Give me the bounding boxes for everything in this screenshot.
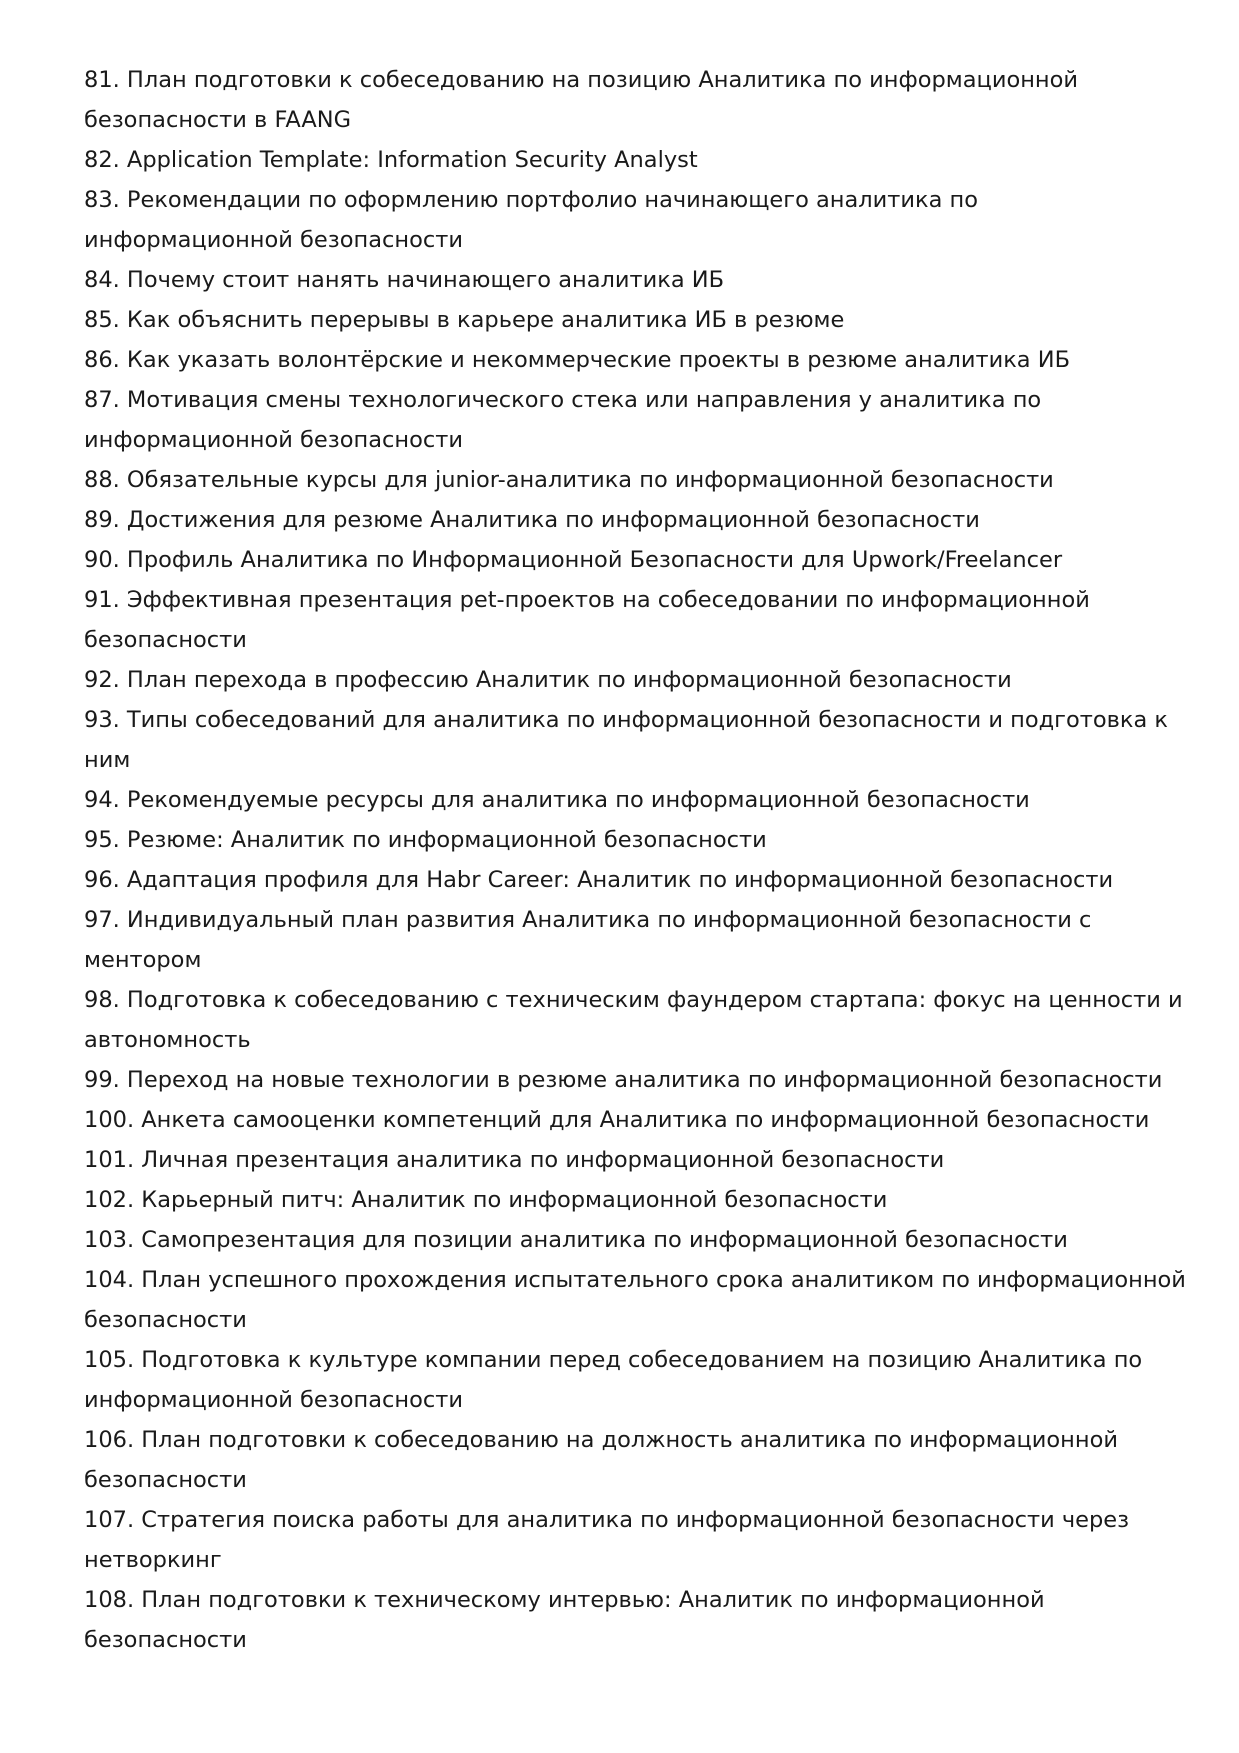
list-item: [84, 1060, 1164, 1100]
list-item-line: 107. Стратегия поиска работы для аналитика по информационной безопасности через: [84, 1507, 1130, 1533]
list-item: [84, 1580, 1164, 1660]
list-item: [84, 140, 1164, 180]
list-item: [84, 340, 1164, 380]
list-item-line: 108. План подготовки к техническому интервью: Аналитик по информационной: [84, 1587, 1045, 1613]
list-item-line: 96. Адаптация профиля для Habr Career: Аналитик по информационной безопасности: [84, 867, 1114, 893]
list-item: [84, 1340, 1164, 1420]
list-item-line: 104. План успешного прохождения испытательного срока аналитиком по информационной: [84, 1267, 1186, 1293]
list-item: [84, 860, 1164, 900]
list-item: [84, 1180, 1164, 1220]
list-item-line: информационной безопасности: [84, 427, 463, 453]
list-item-line: 82. Application Template: Information Security Analyst: [84, 147, 698, 173]
list-item-line: 95. Резюме: Аналитик по информационной безопасности: [84, 827, 767, 853]
list-item-line: информационной безопасности: [84, 227, 463, 253]
list-item: [84, 1220, 1164, 1260]
list-item: [84, 580, 1164, 660]
list-item-line: 92. План перехода в профессию Аналитик по информационной безопасности: [84, 667, 1012, 693]
document-page: [84, 60, 1186, 1660]
list-item: [84, 780, 1164, 820]
list-item-line: 97. Индивидуальный план развития Аналитика по информационной безопасности с: [84, 907, 1092, 933]
list-item: [84, 460, 1164, 500]
list-item: [84, 500, 1164, 540]
list-item-line: безопасности: [84, 627, 247, 653]
list-item: [84, 1140, 1164, 1180]
list-item: [84, 1100, 1164, 1140]
list-item-line: 103. Самопрезентация для позиции аналитика по информационной безопасности: [84, 1227, 1068, 1253]
list-item: [84, 820, 1164, 860]
list-item-line: 89. Достижения для резюме Аналитика по информационной безопасности: [84, 507, 980, 533]
list-item: [84, 660, 1164, 700]
list-item: [84, 700, 1169, 780]
list-item-line: 88. Обязательные курсы для junior-аналитика по информационной безопасности: [84, 467, 1054, 493]
list-item-line: 98. Подготовка к собеседованию с техническим фаундером стартапа: фокус на ценности и: [84, 987, 1183, 1013]
list-item-line: автономность: [84, 1027, 251, 1053]
list-item-line: 100. Анкета самооценки компетенций для Аналитика по информационной безопасности: [84, 1107, 1150, 1133]
list-item: [84, 60, 1164, 140]
list-item-line: 91. Эффективная презентация pet-проектов на собеседовании по информационной: [84, 587, 1090, 613]
list-item-line: 101. Личная презентация аналитика по информационной безопасности: [84, 1147, 945, 1173]
list-item: [84, 300, 1164, 340]
list-item-line: 90. Профиль Аналитика по Информационной Безопасности для Upwork/Freelancer: [84, 547, 1063, 573]
list-item-line: 83. Рекомендации по оформлению портфолио начинающего аналитика по: [84, 187, 979, 213]
list-item-line: безопасности в FAANG: [84, 107, 352, 133]
list-item: [84, 380, 1164, 460]
list-item-line: 105. Подготовка к культуре компании перед собеседованием на позицию Аналитика по: [84, 1347, 1143, 1373]
list-item-line: 99. Переход на новые технологии в резюме аналитика по информационной безопасности: [84, 1067, 1163, 1093]
list-item-line: 86. Как указать волонтёрские и некоммерческие проекты в резюме аналитика ИБ: [84, 347, 1071, 373]
list-item-line: 81. План подготовки к собеседованию на позицию Аналитика по информационной: [84, 67, 1079, 93]
list-item: [84, 1500, 1164, 1580]
list-item: [84, 1420, 1164, 1500]
list-item: [84, 540, 1164, 580]
list-item: [84, 900, 1164, 980]
list-item-line: 84. Почему стоит нанять начинающего аналитика ИБ: [84, 267, 725, 293]
list-item-line: безопасности: [84, 1627, 247, 1653]
list-item-line: 85. Как объяснить перерывы в карьере аналитика ИБ в резюме: [84, 307, 845, 333]
list-item-line: ментором: [84, 947, 202, 973]
list-item-line: безопасности: [84, 1307, 247, 1333]
list-item: [84, 980, 1183, 1060]
list-item: [84, 180, 1164, 260]
list-item-line: безопасности: [84, 1467, 247, 1493]
list-item-line: 93. Типы собеседований для аналитика по информационной безопасности и подготовка к: [84, 707, 1169, 733]
list-item: [84, 260, 1164, 300]
list-item-line: 94. Рекомендуемые ресурсы для аналитика по информационной безопасности: [84, 787, 1030, 813]
list-item-line: 102. Карьерный питч: Аналитик по информационной безопасности: [84, 1187, 888, 1213]
list-item-line: 106. План подготовки к собеседованию на должность аналитика по информационной: [84, 1427, 1118, 1453]
list-item-line: 87. Мотивация смены технологического стека или направления у аналитика по: [84, 387, 1042, 413]
list-item-line: информационной безопасности: [84, 1387, 463, 1413]
list-item-line: ним: [84, 747, 131, 773]
list-item: [84, 1260, 1186, 1340]
list-item-line: нетворкинг: [84, 1547, 222, 1573]
